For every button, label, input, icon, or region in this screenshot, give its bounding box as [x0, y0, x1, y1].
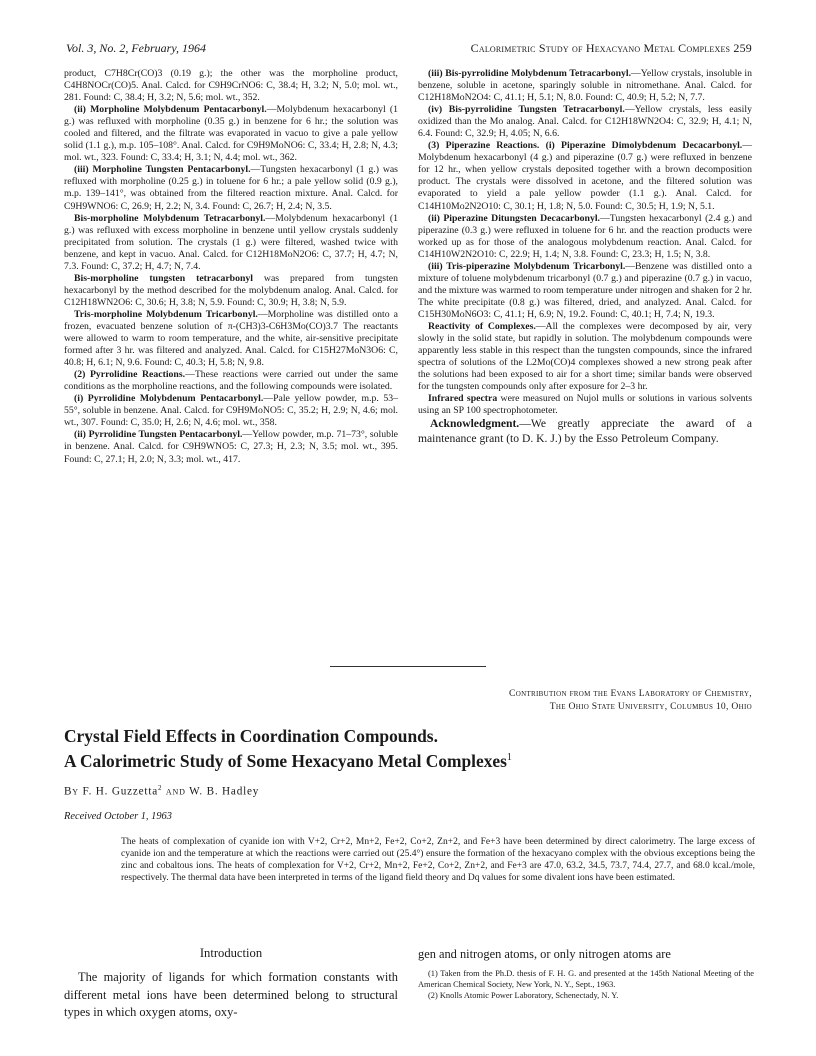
paragraph: (iv) Bis-pyrrolidine Tungsten Tetracarbonyl.—Yellow crystals, less easily oxidized than the Mo analog. Anal. Calcd. for C12H18WN2O4: C, 32.9; H, 4.1; N, 6.4. Found: C, 32.9; H, 4.05; N, 6.6. [418, 104, 752, 140]
footnotes [418, 969, 754, 1001]
paragraph: Reactivity of Complexes.—All the complexes were decomposed by air, very slowly in the solid state, but rapidly in solution. The molybdenum compounds were apparently less stable in this respect than the tungsten compounds, since the infrared spectra of solutions of the L2Mo(CO)4 complexes showed a new strong peak after the solutions had been exposed to air for a short time; similar bands were observed for the tungsten compounds only after exposure for 2–3 hr. [418, 320, 752, 393]
paragraph: (ii) Pyrrolidine Tungsten Pentacarbonyl.—Yellow powder, m.p. 71–73°, soluble in benzene. Anal. Calcd. for C9H9WNO5: C, 27.3; H, 2.3; N, 3.5; mol. wt., 395. Found: C, 27.1; H, 2.0; N, 3.3; mol. wt., 417. [64, 429, 398, 465]
footnote: (2) Knolls Atomic Power Laboratory, Schenectady, N. Y. [428, 990, 619, 1000]
paragraph: Bis-morpholine Molybdenum Tetracarbonyl.—Molybdenum hexacarbonyl (1 g.) was refluxed with excess morpholine in benzene until yellow crystals suddenly precipitated from solution. The crystals (1 g.) were filtered, washed twice with benzene, and kept in vacuo. Anal. Calcd. for C12H18MoN2O6: C, 37.7; H, 4.7; N, 7.3. Found: C, 37.2; H, 4.7; N, 7.4. [64, 212, 398, 272]
acknowledgment: Acknowledgment.—We greatly appreciate the award of a maintenance grant (to D. K. J.) by the Esso Petroleum Company. [418, 417, 752, 445]
running-head [66, 40, 752, 56]
contribution-affiliation [292, 687, 752, 713]
introduction-text: The majority of ligands for which formation constants with different metal ions have been determined belong to structural types in which oxygen atoms, oxy- [64, 970, 398, 1020]
paragraph: (i) Pyrrolidine Molybdenum Pentacarbonyl.—Pale yellow powder, m.p. 53–55°, soluble in benzene. Anal. Calcd. for C9H9MoNO5: C, 35.2; H, 2.9; N, 4.6; mol. wt., 307. Found: C, 35.0; H, 2.6; N, 4.6; mol. wt., 358. [64, 393, 398, 429]
running-title-page-number: Calorimetric Study of Hexacyano Metal Complexes 259 [470, 41, 752, 55]
paragraph: (iii) Tris-piperazine Molybdenum Tricarbonyl.—Benzene was distilled onto a mixture of toluene molybdenum tricarbonyl (0.7 g.) and piperazine (0.7 g.) in vacuo, and the mixture was warmed to room temperature under nitrogen and shaken for 2 hr. The white precipitate (0.8 g.) was filtered, dried, and analyzed. Anal. Calcd. for C15H30MoN6O3: C, 41.1; H, 6.9; N, 19.2. Found: C, 40.1; H, 7.4; N, 19.3. [418, 260, 752, 320]
left-column [64, 68, 398, 466]
paragraph: (iii) Bis-pyrrolidine Molybdenum Tetracarbonyl.—Yellow crystals, insoluble in benzene, soluble in acetone, sparingly soluble in nitromethane. Anal. Calcd. for C12H18MoN2O4: C, 41.1; H, 5.1; N, 8.0. Found: C, 40.9; H, 5.2; N, 7.7. [418, 68, 753, 104]
received-date: Received October 1, 1963 [64, 811, 172, 822]
paragraph: (2) Pyrrolidine Reactions.—These reactions were carried out under the same conditions as the morpholine reactions, and the following compounds were isolated. [64, 369, 398, 393]
paragraph: (ii) Morpholine Molybdenum Pentacarbonyl.—Molybdenum hexacarbonyl (1 g.) was refluxed with morpholine (0.35 g.) in benzene for 6 hr.; the solution was cooled and filtered, and the filtrate was evaporated in vacuo to give a pale yellow solid (1.1 g.), m.p. 105–108°. Anal. Calcd. for C9H9MoNO6: C, 33.4; H, 2.8; N, 4.3; mol. wt., 323. Found: C, 33.4; H, 3.1; N, 4.4; mol. wt., 362. [64, 104, 398, 164]
title-line: A Calorimetric Study of Some Hexacyano Metal Complexes$^1$ [64, 750, 512, 771]
footnote-marker: 1 [506, 752, 512, 763]
paragraph: (ii) Piperazine Ditungsten Decacarbonyl.—Tungsten hexacarbonyl (2.4 g.) and piperazine (0.3 g.) were refluxed in toluene for 6 hr. and the reaction products were worked up as for those of the analogous molybdenum reaction. Anal. Calcd. for C14H10W2N2O10: C, 22.9; H, 1.4; N, 3.8. Found: C, 23.3; H, 1.5; N, 3.8. [418, 212, 753, 260]
paragraph: (3) Piperazine Reactions. (i) Piperazine Dimolybdenum Decacarbonyl.—Molybdenum hexacarbonyl (4 g.) and piperazine (0.7 g.) were refluxed in benzene for 12 hr., when yellow crystals deposited together with a brown decomposition product. The crystals were dissolved in acetone, and the filtered solution was evaporated to yield a pale yellow powder (1.1 g.). Anal. Calcd. for C14H10Mo2N2O10: C, 30.1; H, 1.8; N, 5.0. Found: C, 30.5; H, 1.9; N, 5.1. [418, 140, 752, 212]
contribution-line: Contribution from the Evans Laboratory of Chemistry, [509, 688, 752, 699]
contribution-line: The Ohio State University, Columbus 10, Ohio [549, 701, 752, 712]
author-name: F. H. Guzzetta [82, 785, 158, 798]
section-heading: Introduction [199, 946, 263, 960]
right-column [418, 68, 752, 446]
paragraph: Infrared spectra were measured on Nujol mulls or solutions in various solvents using an SP 100 spectrophotometer. [418, 393, 752, 417]
abstract: The heats of complexation of cyanide ion with V+2, Cr+2, Mn+2, Fe+2, Co+2, Zn+2, and Fe+3 have been determined by direct calorimetry. The large excess of cyanide ion and the temperature at which the reactions were carried out (25.4°) ensure the formation of the hexacyano complex with the obvious exceptions being the zinc and cobaltous ions. The heats of complexation for V+2, Cr+2, Mn+2, Fe+2, Co+2, Zn+2, and Fe+3 are 47.0, 63.2, 34.5, 73.7, 74.4, 27.7, and 68.0 kcal./mole, respectively. The thermal data have been interpreted in terms of the ligand field theory and Dq values for some divalent ions have been estimated. [121, 837, 755, 884]
author-name: W. B. Hadley [189, 785, 260, 798]
author-byline: By F. H. Guzzetta$^2$ and W. B. Hadley [64, 784, 260, 798]
footnote: (1) Taken from the Ph.D. thesis of F. H. G. and presented at the 145th National Meeting of the American Chemical Society, New York, N. Y., Sept., 1963. [418, 969, 754, 989]
journal-issue: Vol. 3, No. 2, February, 1964 [66, 41, 206, 55]
paragraph: product, C7H8Cr(CO)3 (0.19 g.); the other was the morpholine product, C4H8NOCr(CO)5. Anal. Calcd. for C9H9CrNO6: C, 38.4; H, 3.2; N, 5.0; mol. wt., 281. Found: C, 38.4; H, 3.2; N, 5.6; mol. wt., 352. [64, 68, 398, 104]
paragraph: (iii) Morpholine Tungsten Pentacarbonyl.—Tungsten hexacarbonyl (1 g.) was refluxed with morpholine (0.25 g.) in toluene for 6 hr.; a pale yellow solid (0.9 g.), m.p. 139–141°, was obtained from the filtered reaction mixture. Anal. Calcd. for C9H9WNO6: C, 26.9; H, 2.2; N, 3.4. Found: C, 26.7; H, 2.4; N, 3.5. [64, 164, 398, 212]
footnote-marker: 2 [158, 784, 163, 792]
title-line: Crystal Field Effects in Coordination Compounds. [64, 726, 438, 746]
paragraph: Tris-morpholine Molybdenum Tricarbonyl.—Morpholine was distilled onto a frozen, evacuated benzene solution of π-(CH3)3-C6H3Mo(CO)3.7 The reactants were allowed to warm to room temperature, and the white, air-sensitive precipitate formed after 3 hr. was filtered and analyzed. Anal. Calcd. for C15H27MoN3O6: C, 40.8; H, 6.1; N, 9.6. Found: C, 40.3; H, 5.8; N, 9.8. [64, 308, 398, 369]
introduction-continuation: gen and nitrogen atoms, or only nitrogen atoms are [418, 947, 671, 961]
section-divider [330, 666, 486, 667]
article-title [64, 725, 754, 772]
paragraph: Bis-morpholine tungsten tetracarbonyl was prepared from tungsten hexacarbonyl by the method described for the molybdenum analog. Anal. Calcd. for C12H18WN2O6: C, 30.6; H, 3.8; N, 5.9. Found: C, 30.9; H, 3.8; N, 5.9. [64, 272, 398, 308]
